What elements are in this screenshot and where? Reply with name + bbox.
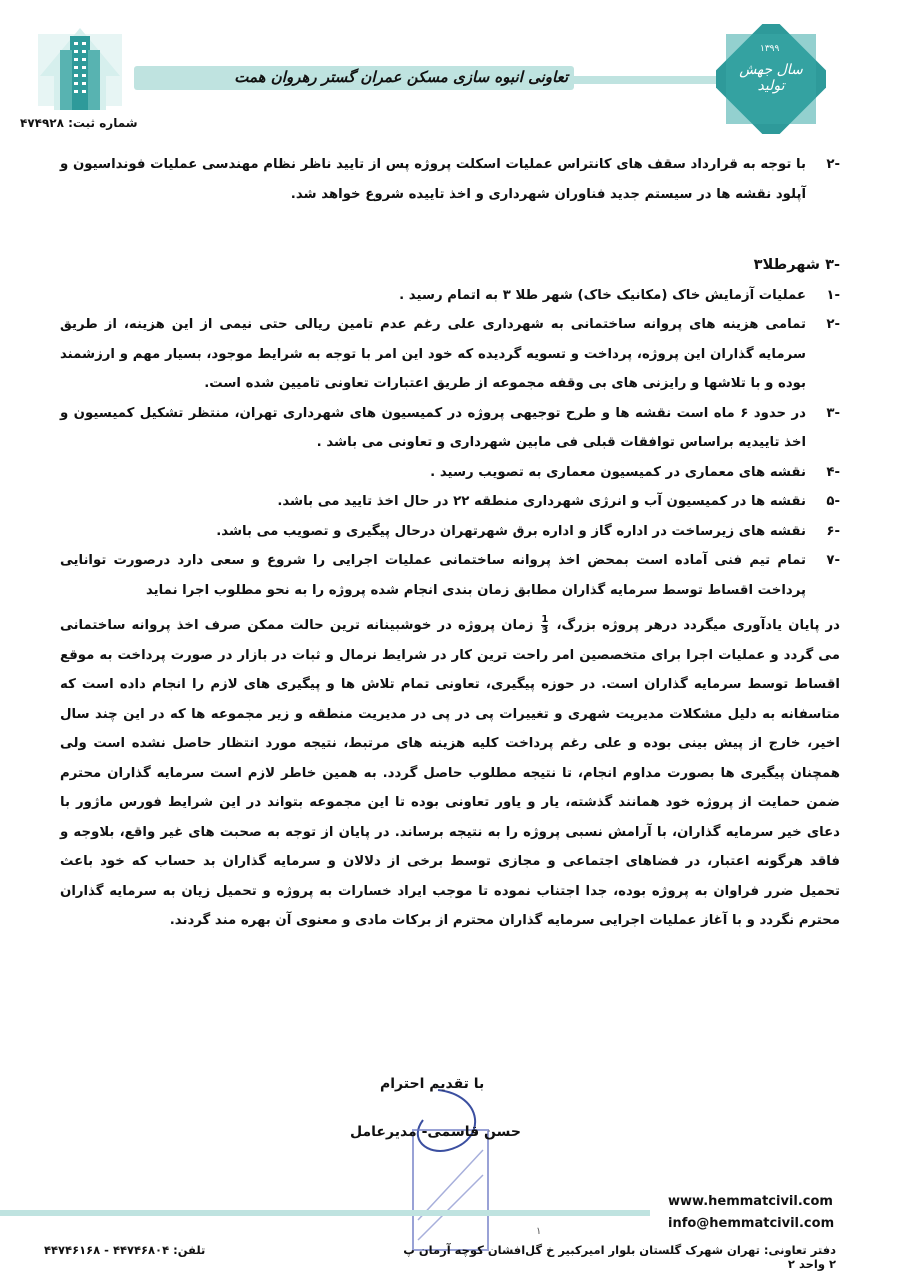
- closing-text-rest: زمان پروژه در خوشبینانه ترین حالت ممکن صرف اخذ پروانه ساختمانی می گردد و عملیات اجرا برای متخصصین امر راحت ترین کار در شرایط نرمال و ثبات در بازار در صورت پرداخت به موقع اقساط توسط سرمایه گذاران است. در حوزه پیگیری، تعاونی تمام تلاش ها و پیگیری های لازم را انجام داده است که متاسفانه به دلیل مشکلات مدیریت شهری و تغییرات پی در پی در مدیریت منطقه و زیر مجموعه ها که در این چند سال اخیر، خارج از پیش بینی بوده و علی رغم پرداخت کلیه هزینه های مرتبط، نتیجه مورد انتظار حاصل نشده است ولی همچنان پیگیری ها بصورت مداوم انجام، تا نتیجه مطلوب حاصل گردد. به همین خاطر لازم است سرمایه گذاران محترم ضمن حمایت از پروژه خود همانند گذشته، یار و یاور تعاونی بوده تا این مجموعه بتواند در این شرایط فورس ماژور با دعای خیر سرمایه گذاران، با آرامش نسبی پروژه را به نتیجه برساند. در پایان از توجه به صحبت های غیر واقع، بلاوجه و فاقد هرگونه اعتبار، در فضاهای اجتماعی و مجازی توسط برخی از دلالان و سرمایه گذاران بد حساب که خود باعث تحمیل ضرر فراوان به پروژه بوده، جدا اجتناب نموده تا موجب ایراد خسارات به پروژه و تحمیل زیان به سرمایه گذاران محترم نگردد و با آغاز عملیات اجرایی سرمایه گذاران محترم از برکات مادی و معنوی آن بهره مند گردند.: [60, 618, 840, 928]
- item-text: تمام تیم فنی آماده است بمحض اخذ پروانه ساختمانی عملیات اجرایی را شروع و سعی دارد درصورت توانایی پرداخت اقساط توسط سرمایه گذاران مطابق زمان بندی انجام شده پروژه را به نحو مطلوب اجرا نماید: [60, 553, 806, 598]
- item-number: -۱: [826, 287, 840, 303]
- email-link[interactable]: info@hemmatcivil.com: [668, 1216, 835, 1231]
- office-address: دفتر تعاونی: تهران شهرک گلستان بلوار امیرکبیر خ گل‌افشان کوچه آرمان پ ۲ واحد ۲: [403, 1243, 836, 1271]
- item-text: تمامی هزینه های پروانه ساختمانی به شهرداری علی رغم عدم تامین ریالی حتی نیمی از این هزینه، از طریق سرمایه گذاران این پروژه، پرداخت و تسویه گردیده که خود این امر با توجه به شرایط موجود، بسیار مهم و ارزشمند بوده و با تلاشها و رایزنی های بی وقفه مجموعه از طریق اعتبارات تعاونی تامیین شده است.: [60, 317, 806, 391]
- registration-number: شماره ثبت: ۴۷۴۹۲۸: [20, 116, 138, 130]
- list-item: [60, 310, 840, 399]
- logo-year: ۱۳۹۹: [760, 44, 780, 54]
- item-number: -۷: [826, 553, 840, 568]
- item-number: -۶: [826, 523, 840, 539]
- list-item: [60, 517, 840, 547]
- item-text: در حدود ۶ ماه است نقشه ها و طرح توجیهی پروژه در کمیسیون های شهرداری تهران، منتظر تشکیل کمیسیون و اخذ تاییدیه براساس توافقات قبلی فی مابین شهرداری و تعاونی می باشد .: [60, 405, 806, 450]
- footer-divider: [0, 1210, 650, 1216]
- list-item: [60, 281, 840, 311]
- letter-body: [60, 150, 840, 936]
- list-item: [60, 546, 840, 605]
- list-item: [60, 399, 840, 458]
- logo-slogan: سال جهش تولید: [739, 62, 803, 94]
- website-link[interactable]: www.hemmatcivil.com: [668, 1194, 833, 1209]
- page-number: ۱: [536, 1226, 542, 1237]
- fraction-numerator: 1: [541, 613, 549, 625]
- item-text: با توجه به قرارداد سقف های کانتراس عملیات اسکلت پروژه پس از تایید ناظر نظام مهندسی عملیات فونداسیون و آپلود نقشه ها در سیستم جدید فناوران شهرداری و اخذ تاییده شروع خواهد شد.: [60, 157, 806, 202]
- organization-name: تعاونی انبوه سازی مسکن عمران گستر رهروان همت: [134, 66, 574, 90]
- letterhead: [0, 0, 904, 140]
- item-number: -۲: [826, 157, 840, 172]
- signature-greeting: با تقدیم احترام: [380, 1076, 485, 1092]
- item-text: نقشه های زیرساخت در اداره گاز و اداره برق شهرتهران درحال پیگیری و تصویب می باشد.: [216, 523, 806, 539]
- closing-paragraph: [60, 611, 840, 936]
- phone-numbers: تلفن: ۴۴۷۴۶۸۰۴ - ۴۴۷۴۶۱۶۸: [44, 1243, 206, 1257]
- item-number: -۵: [826, 494, 840, 509]
- item-number: -۲: [826, 317, 840, 332]
- list-item: [60, 458, 840, 488]
- stamp-signature-icon: [388, 1080, 508, 1260]
- item-number: -۴: [826, 464, 840, 480]
- list-item: [60, 150, 840, 209]
- item-text: عملیات آزمایش خاک (مکانیک خاک) شهر طلا ۳ به اتمام رسید .: [399, 287, 806, 303]
- signatory-name: حسن قاسمی- مدیرعامل: [350, 1124, 521, 1140]
- fraction-denominator: 3: [541, 624, 549, 636]
- fraction: [541, 615, 548, 636]
- item-text: نقشه های معماری در کمیسیون معماری به تصویب رسید .: [430, 464, 806, 480]
- closing-text-start: در پایان یادآوری میگردد درهر پروژه بزرگ،: [556, 618, 840, 633]
- item-number: -۳: [826, 405, 840, 421]
- item-text: نقشه ها در کمیسیون آب و انرژی شهرداری منطقه ۲۲ در حال اخذ تایید می باشد.: [277, 494, 806, 509]
- list-item: [60, 487, 840, 517]
- building-logo-icon: [34, 26, 126, 114]
- section-title: -۳ شهرطلا۳: [753, 257, 840, 273]
